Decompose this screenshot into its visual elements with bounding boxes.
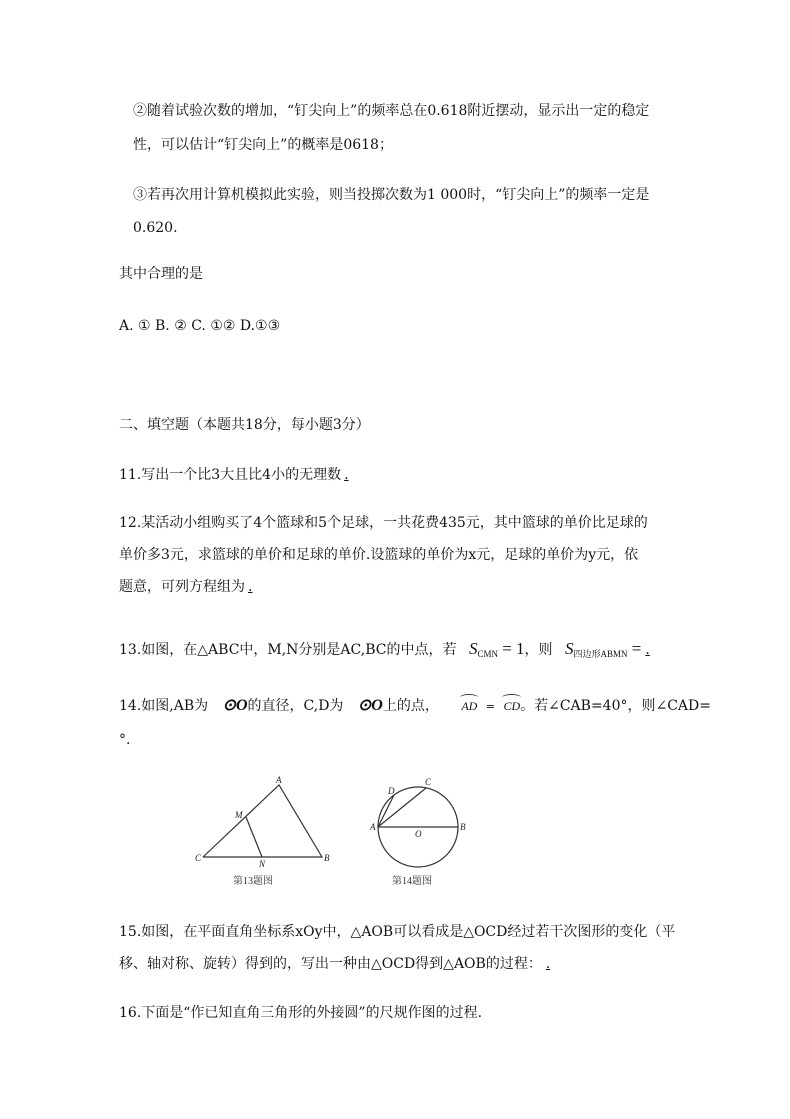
section-heading: 二、填空题（本题共18分，每小题3分） — [119, 417, 370, 433]
fig14-label-d: D — [388, 786, 395, 796]
q14-arc-ad: AD — [461, 699, 478, 713]
q12-line3-text: 题意，可列方程组为 — [119, 579, 245, 595]
figure-13 — [190, 775, 340, 890]
q12-line2: 单价多3元，求篮球的单价和足球的单价.设篮球的单价为x元，足球的单价为y元，依 — [119, 547, 639, 563]
q13-s1-sub: CMN — [477, 649, 498, 659]
q13-area-cmn — [469, 639, 525, 658]
q10-prompt: 其中合理的是 — [119, 266, 203, 282]
q10-options: A. ① B. ② C. ①② D.①③ — [119, 318, 281, 334]
q13-s2-rhs: = — [627, 639, 642, 658]
q16: 16.下面是“作已知直角三角形的外接圆”的尺规作图的过程. — [119, 1005, 483, 1021]
q14-line2: °. — [119, 732, 131, 748]
q10-item2-line2: 性，可以估计“钉尖向上”的概率是0618； — [133, 137, 393, 153]
fig14-label-c: C — [425, 777, 432, 787]
fig13-label-a: A — [276, 775, 282, 785]
q11-text: 11.写出一个比3大且比4小的无理数 — [119, 467, 342, 483]
fig14-label-b: B — [460, 822, 466, 832]
q13-blank: . — [645, 642, 650, 658]
q14-mid2: 上的点， — [382, 698, 439, 714]
q14-arc-cd: CD — [503, 699, 521, 713]
q10-item3-line1: ③若再次用计算机模拟此实验，则当投掷次数为1 000时，“钉尖向上”的频率一定是 — [133, 187, 650, 203]
fig14-chord-ad — [378, 795, 394, 827]
figure-14 — [370, 775, 480, 890]
q14-line1 — [119, 697, 711, 716]
q13-mid: ，则 — [524, 642, 553, 658]
q11-blank: . — [344, 467, 349, 483]
q10-item3-line2: 0.620. — [133, 220, 178, 236]
q13-s1-symbol: S — [468, 639, 478, 658]
q14-circle-symbol-1: ⊙O — [222, 697, 248, 714]
q13-area-abmn — [565, 639, 641, 658]
q15-blank: . — [545, 956, 551, 972]
q14-circle-symbol-2: ⊙O — [357, 697, 383, 714]
fig14-label-a: A — [370, 822, 376, 832]
q14-prefix: 14.如图,AB为 — [119, 698, 209, 714]
q13-prefix: 13.如图，在△ABC中，M,N分别是AC,BC的中点，若 — [119, 642, 457, 658]
q13 — [119, 640, 654, 663]
q13-s1-rhs: = 1 — [497, 639, 525, 658]
fig13-label-m: M — [235, 810, 243, 820]
q13-s2-symbol: S — [565, 639, 574, 658]
q15-line2-text: 移、轴对称、旋转）得到的，写出一种由△OCD得到△AOB的过程： — [119, 956, 542, 972]
fig13-midline-mn — [246, 817, 262, 857]
q14-eq: = — [485, 700, 495, 713]
q15-line2 — [119, 955, 554, 973]
q12-line3 — [119, 578, 258, 596]
fig13-label-n: N — [259, 859, 266, 869]
fig13-label-b: B — [324, 853, 330, 863]
fig13-caption: 第13题图 — [233, 876, 273, 887]
q11 — [119, 466, 355, 484]
q14-suffix: 。若∠CAB=40°，则∠CAD= — [520, 698, 712, 714]
q12-blank: . — [248, 579, 253, 595]
fig13-label-c: C — [195, 853, 202, 863]
q14-mid1: 的直径，C,D为 — [247, 698, 344, 714]
q12-line1: 12.某活动小组购买了4个篮球和5个足球，一共花费435元，其中篮球的单价比足球的 — [119, 515, 648, 531]
fig13-triangle — [203, 785, 322, 857]
q13-s2-sub: 四边形ABMN — [573, 649, 628, 659]
fig14-chord-ac — [378, 788, 426, 827]
fig14-caption: 第14题图 — [392, 876, 432, 887]
q10-item2-line1: ②随着试验次数的增加，“钉尖向上”的频率总在0.618附近摆动，显示出一定的稳定 — [133, 103, 650, 119]
fig14-label-o: O — [415, 829, 422, 839]
q15-line1: 15.如图，在平面直角坐标系xOy中，△AOB可以看成是△OCD经过若干次图形的变化（平 — [119, 924, 676, 940]
